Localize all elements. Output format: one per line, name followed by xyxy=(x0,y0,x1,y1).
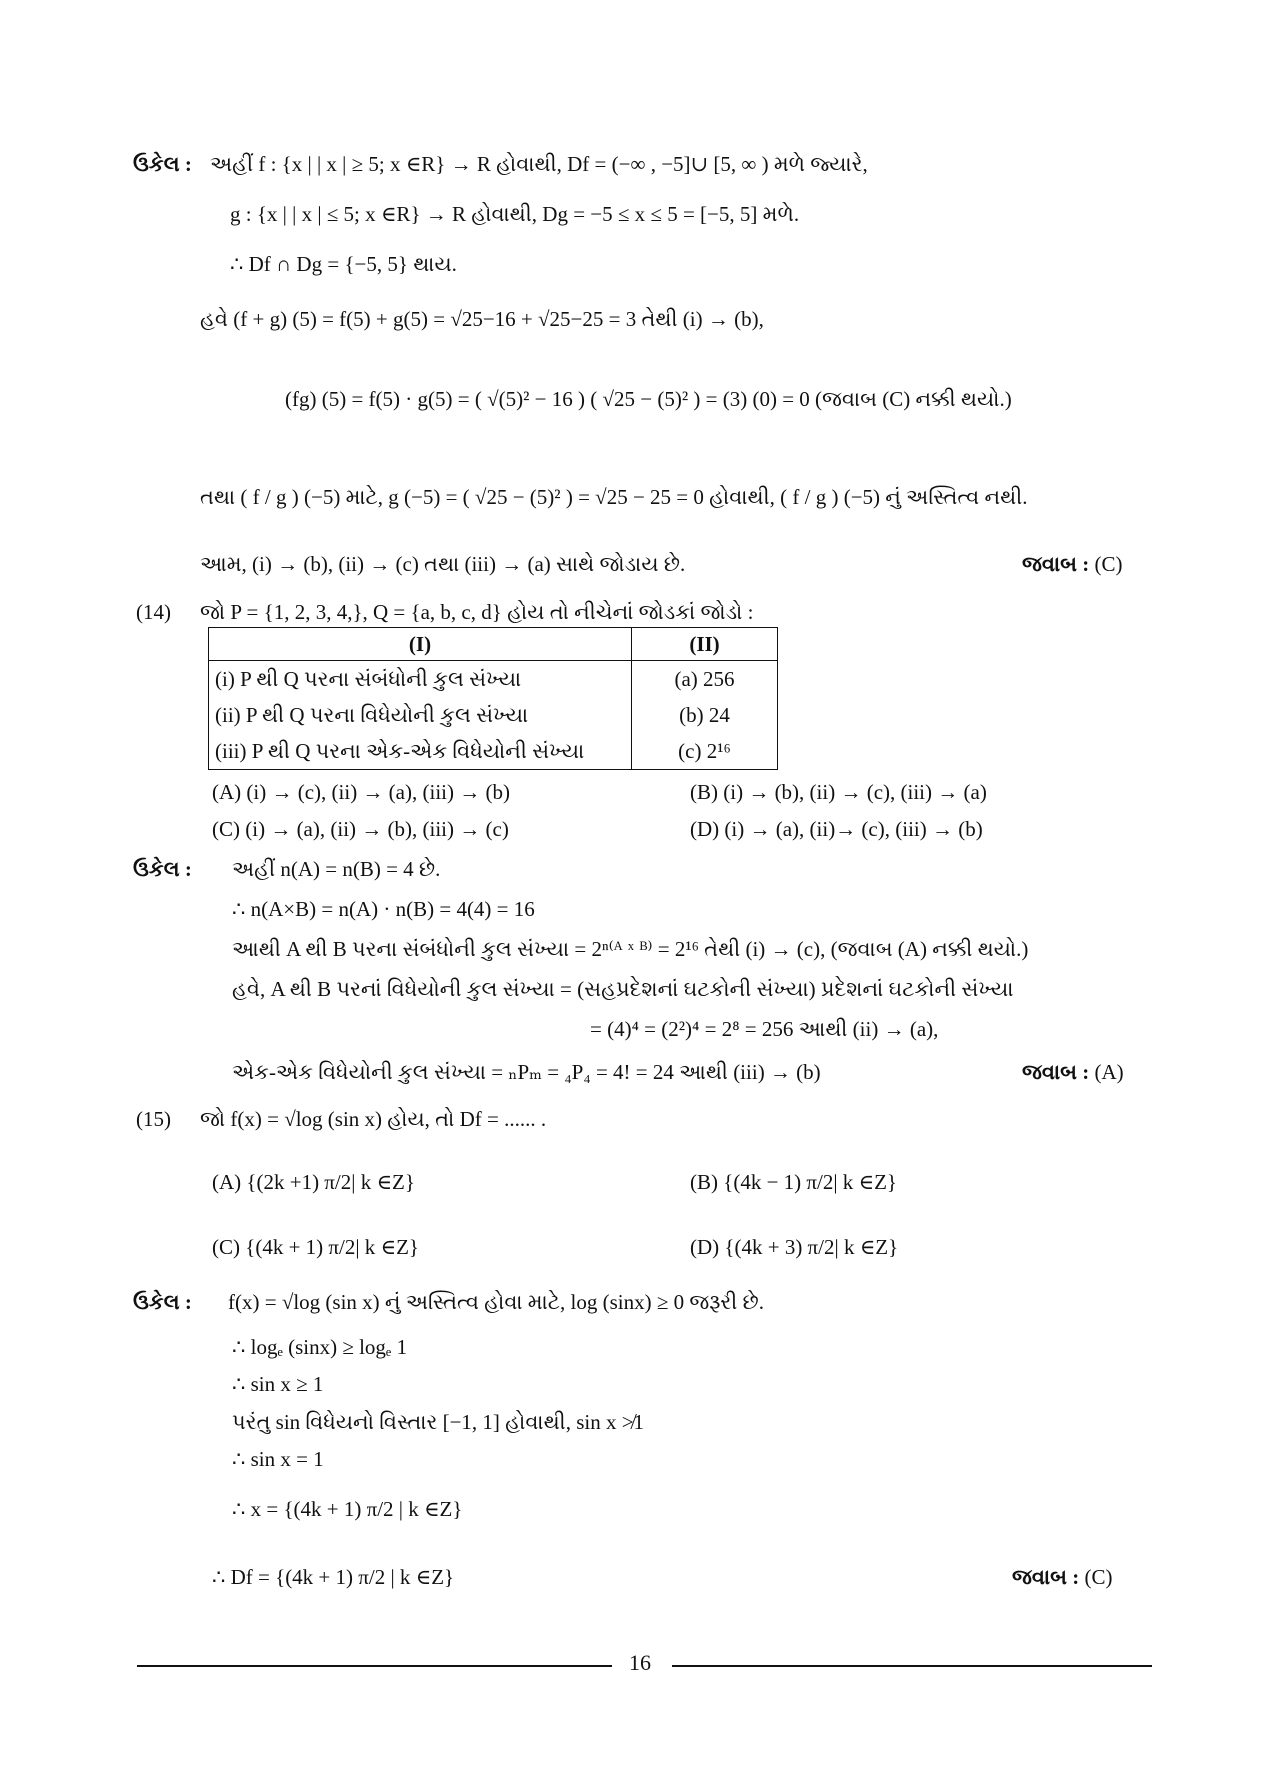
option-c: (C) (i) → (a), (ii) → (b), (iii) → (c) xyxy=(212,817,509,841)
solution-line: (fg) (5) = f(5) · g(5) = ( √(5)² − 16 ) ( √25 − (5)² ) = (3) (0) = 0 (જવાબ (C) નક્કી થયો.) xyxy=(285,387,1012,411)
answer-row xyxy=(1022,550,1122,578)
question-text: જો P = {1, 2, 3, 4,}, Q = {a, b, c, d} હોય તો નીચેનાં જોડકાં જોડો : xyxy=(200,600,754,624)
footer-rule-left xyxy=(137,1665,612,1667)
solution-line: આથી A થી B પરના સંબંધોની કુલ સંખ્યા = 2ⁿ⁽ᴬ ˣ ᴮ⁾ = 2¹⁶ તેથી (i) → (c), (જવાબ (A) નક્કી થયો.) xyxy=(232,937,1029,961)
solution-line: એક-એક વિધેયોની કુલ સંખ્યા = ₙPₘ = ₄P₄ = 4! = 24 આથી (iii) → (b) xyxy=(232,1060,821,1084)
solution-line: ∴ Df = {(4k + 1) π/2 | k ∈Z} xyxy=(212,1565,455,1589)
option-d: (D) {(4k + 3) π/2| k ∈Z} xyxy=(690,1235,899,1259)
solution-line: આમ, (i) → (b), (ii) → (c) તથા (iii) → (a) સાથે જોડાય છે. xyxy=(200,552,686,576)
table-cell: (ii) P થી Q પરના વિધેયોની કુલ સંખ્યા xyxy=(209,697,632,733)
table-cell: (iii) P થી Q પરના એક-એક વિધેયોની સંખ્યા xyxy=(209,733,632,770)
answer-value: (A) xyxy=(1094,1060,1124,1084)
solution-line: ∴ n(A×B) = n(A) · n(B) = 4(4) = 16 xyxy=(232,897,535,921)
solution-line: અહીં n(A) = n(B) = 4 છે. xyxy=(232,857,441,881)
solution-line: હવે, A થી B પરનાં વિધેયોની કુલ સંખ્યા = (સહપ્રદેશનાં ઘટકોની સંખ્યા) પ્રદેશનાં ઘટકોની સંખ્યા xyxy=(232,977,1014,1001)
solution-line: પરંતુ sin વિધેયનો વિસ્તાર [−1, 1] હોવાથી, sin x ≯1 xyxy=(232,1410,645,1434)
answer-row xyxy=(1022,1058,1124,1086)
option-d: (D) (i) → (a), (ii)→ (c), (iii) → (b) xyxy=(690,817,983,841)
table-row xyxy=(209,697,778,733)
answer-row xyxy=(1012,1563,1112,1591)
question-number: (15) xyxy=(136,1107,171,1131)
option-c: (C) {(4k + 1) π/2| k ∈Z} xyxy=(212,1235,419,1259)
footer-rule-right xyxy=(672,1665,1152,1667)
matching-table xyxy=(208,627,778,770)
table-header: (II) xyxy=(632,628,778,661)
table-cell: (b) 24 xyxy=(632,697,778,733)
answer-label: જવાબ : xyxy=(1012,1565,1080,1589)
solution-line: ∴ sin x = 1 xyxy=(232,1447,324,1471)
solution-line: = (4)⁴ = (2²)⁴ = 2⁸ = 256 આથી (ii) → (a), xyxy=(590,1017,939,1041)
table-cell: (c) 2¹⁶ xyxy=(632,733,778,770)
solution-label: ઉકેલ : xyxy=(133,152,192,176)
table-header: (I) xyxy=(209,628,632,661)
page-number: 16 xyxy=(629,1650,651,1675)
solution-line: અહીં f : {x | | x | ≥ 5; x ∈R} → R હોવાથી, Df = (−∞ , −5]∪ [5, ∞ ) મળે જ્યારે, xyxy=(210,152,868,176)
question-text: જો f(x) = √log (sin x) હોય, તો Df = ...... . xyxy=(200,1107,547,1131)
solution-line: ∴ sin x ≥ 1 xyxy=(232,1372,324,1396)
table-header-row xyxy=(209,628,778,661)
answer-value: (C) xyxy=(1084,1565,1113,1589)
solution-line: ∴ Df ∩ Dg = {−5, 5} થાય. xyxy=(230,252,457,276)
option-b: (B) (i) → (b), (ii) → (c), (iii) → (a) xyxy=(690,780,987,804)
question-number: (14) xyxy=(136,600,171,624)
table-row xyxy=(209,733,778,770)
table-row xyxy=(209,661,778,698)
answer-label: જવાબ : xyxy=(1022,1060,1090,1084)
solution-label: ઉકેલ : xyxy=(133,1290,192,1314)
solution-line: તથા ( f / g ) (−5) માટે, g (−5) = ( √25 − (5)² ) = √25 − 25 = 0 હોવાથી, ( f / g ) (−5) નું અસ્તિત્વ નથી. xyxy=(200,485,1028,509)
solution-line: g : {x | | x | ≤ 5; x ∈R} → R હોવાથી, Dg = −5 ≤ x ≤ 5 = [−5, 5] મળે. xyxy=(230,202,800,226)
option-b: (B) {(4k − 1) π/2| k ∈Z} xyxy=(690,1170,897,1194)
answer-value: (C) xyxy=(1094,552,1123,576)
solution-line: ∴ logₑ (sinx) ≥ logₑ 1 xyxy=(232,1335,408,1359)
solution-line: ∴ x = {(4k + 1) π/2 | k ∈Z} xyxy=(232,1497,463,1521)
option-a: (A) (i) → (c), (ii) → (a), (iii) → (b) xyxy=(212,780,510,804)
table-cell: (a) 256 xyxy=(632,661,778,698)
solution-label: ઉકેલ : xyxy=(133,857,192,881)
option-a: (A) {(2k +1) π/2| k ∈Z} xyxy=(212,1170,415,1194)
answer-label: જવાબ : xyxy=(1022,552,1090,576)
solution-line: f(x) = √log (sin x) નું અસ્તિત્વ હોવા માટે, log (sinx) ≥ 0 જરૂરી છે. xyxy=(228,1290,764,1314)
solution-line: હવે (f + g) (5) = f(5) + g(5) = √25−16 + √25−25 = 3 તેથી (i) → (b), xyxy=(200,307,764,331)
table-cell: (i) P થી Q પરના સંબંધોની કુલ સંખ્યા xyxy=(209,661,632,698)
